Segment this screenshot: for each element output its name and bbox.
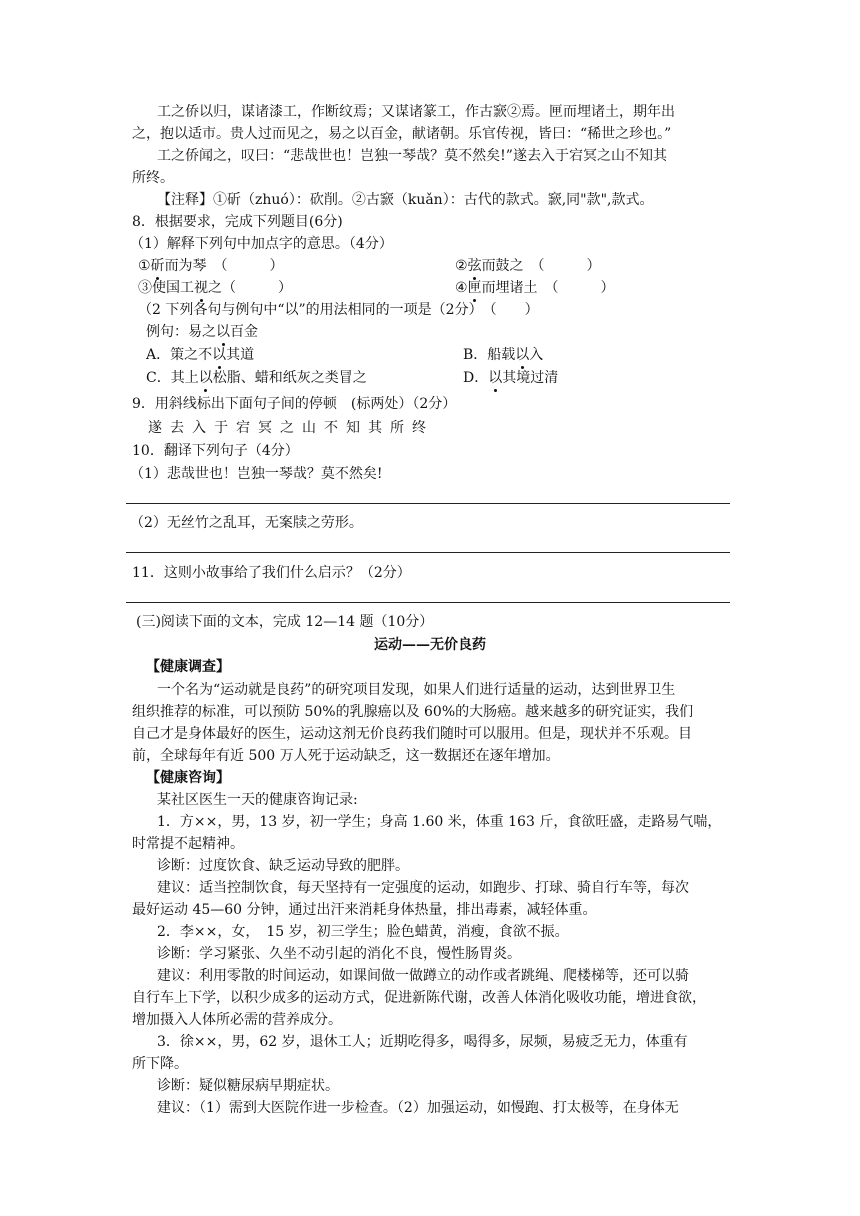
passage-line-1: 工之侨以归，谋诸漆工，作断纹焉；又谋诸篆工，作古窾②焉。匣而埋诸土，期年出: [157, 104, 675, 120]
article-title: 运动——无价良药: [374, 637, 486, 653]
survey-line-3: 自己才是身体最好的医生，运动这剂无价良药我们随时可以服用。但是，现状并不乐观。目: [132, 726, 692, 742]
case1-advice-1: 建议：适当控制饮食，每天坚持有一定强度的运动，如跑步、打球、骑自行车等，每次: [157, 880, 689, 896]
passage-line-2: 之，抱以适市。贵人过而见之，易之以百金，献诸朝。乐官传视，皆曰：“稀世之珍也。”: [132, 126, 672, 142]
case3-line-1: 3．徐××，男，62 岁，退休工人；近期吃得多，喝得多，尿频，易疲乏无力，体重有: [157, 1034, 688, 1050]
survey-line-1: 一个名为“运动就是良药”的研究项目发现，如果人们进行适量的运动，达到世界卫生: [157, 682, 676, 698]
case3-line-2: 所下降。: [132, 1056, 188, 1072]
case2-diagnosis: 诊断：学习紧张、久坐不动引起的消化不良，慢性肠胃炎。: [157, 946, 521, 962]
q9-sentence: 遂去入于宕冥之山不知其所终: [148, 420, 434, 436]
q8-option-b: B．船载以入: [463, 344, 543, 366]
annotation: 【注释】①斫（zhuó）：砍削。②古窾（kuǎn）：古代的款式。窾,同"款",款式。: [157, 192, 654, 208]
answer-line-3: [126, 602, 730, 603]
q8-heading: 8．根据要求，完成下列题目(6分): [132, 214, 343, 230]
case1-line-1: 1．方××，男，13 岁，初一学生；身高 1.60 米，体重 163 斤，食欲旺盛，走路易气喘，: [157, 814, 722, 830]
q10-part2: （2）无丝竹之乱耳，无案牍之劳形。: [130, 515, 363, 531]
section3-heading: (三)阅读下面的文本，完成 12—14 题（10分）: [136, 614, 434, 630]
case2-advice-3: 增加摄入人体所必需的营养成分。: [132, 1012, 342, 1028]
q10-heading: 10．翻译下列句子（4分）: [132, 443, 299, 459]
answer-line-2: [126, 552, 730, 553]
case3-diagnosis: 诊断：疑似糖尿病早期症状。: [157, 1078, 339, 1094]
q8-part1: （1）解释下列句中加点字的意思。（4分）: [130, 236, 393, 252]
subheading-consult: 【健康咨询】: [146, 770, 230, 786]
q8-option-c: C．其上以松脂、蜡和纸灰之类冒之: [146, 367, 367, 389]
case2-line-1: 2．李××，女， 15 岁，初三学生；脸色蜡黄，消瘦，食欲不振。: [157, 924, 569, 940]
q10-part1: （1）悲哉世也！岂独一琴哉？莫不然矣!: [130, 466, 383, 482]
q8-example: 例句：易之以百金: [146, 321, 258, 343]
consult-intro: 某社区医生一天的健康咨询记录:: [157, 792, 358, 808]
case3-advice: 建议：（1）需到大医院作进一步检查。（2）加强运动，如慢跑、打太极等，在身体无: [157, 1100, 679, 1116]
case1-line-2: 时常提不起精神。: [132, 836, 244, 852]
case2-advice-1: 建议：利用零散的时间运动，如课间做一做蹲立的动作或者跳绳、爬楼梯等，还可以骑: [157, 968, 689, 984]
q8-option-a: A．策之不以其道: [146, 344, 254, 366]
case1-diagnosis: 诊断：过度饮食、缺乏运动导致的肥胖。: [157, 858, 409, 874]
case2-advice-2: 自行车上下学，以积少成多的运动方式，促进新陈代谢，改善人体消化吸收功能，增进食欲，: [132, 990, 706, 1006]
survey-line-2: 组织推荐的标准，可以预防 50%的乳腺癌以及 60%的大肠癌。越来越多的研究证实，我们: [132, 704, 694, 720]
q8-option-d: D．以其境过清: [463, 367, 558, 389]
q11-heading: 11．这则小故事给了我们什么启示？（2分）: [132, 565, 411, 581]
case1-advice-2: 最好运动 45—60 分钟，通过出汗来消耗身体热量，排出毒素，减轻体重。: [132, 902, 597, 918]
subheading-survey: 【健康调查】: [146, 659, 230, 675]
q8-item3: ③使国工视之（ ）: [138, 277, 292, 299]
passage-line-4: 所终。: [132, 170, 174, 186]
survey-line-4: 前，全球每年有近 500 万人死于运动缺乏，这一数据还在逐年增加。: [132, 748, 560, 764]
passage-line-3: 工之侨闻之，叹曰：“悲哉世也！岂独一琴哉？莫不然矣!”遂去入于宕冥之山不知其: [157, 148, 667, 164]
q8-item1: ①斫而为琴 （ ）: [138, 255, 284, 277]
q8-item2: ②弦而鼓之 （ ）: [455, 255, 601, 277]
q9-heading: 9．用斜线标出下面句子间的停顿 (标两处）（2分）: [132, 396, 457, 412]
q8-item4: ④匣而埋诸土 （ ）: [455, 277, 615, 299]
q8-part2: （2 下列各句与例句中“以”的用法相同的一项是（2分） （ ）: [138, 302, 539, 318]
answer-line-1: [126, 503, 730, 504]
